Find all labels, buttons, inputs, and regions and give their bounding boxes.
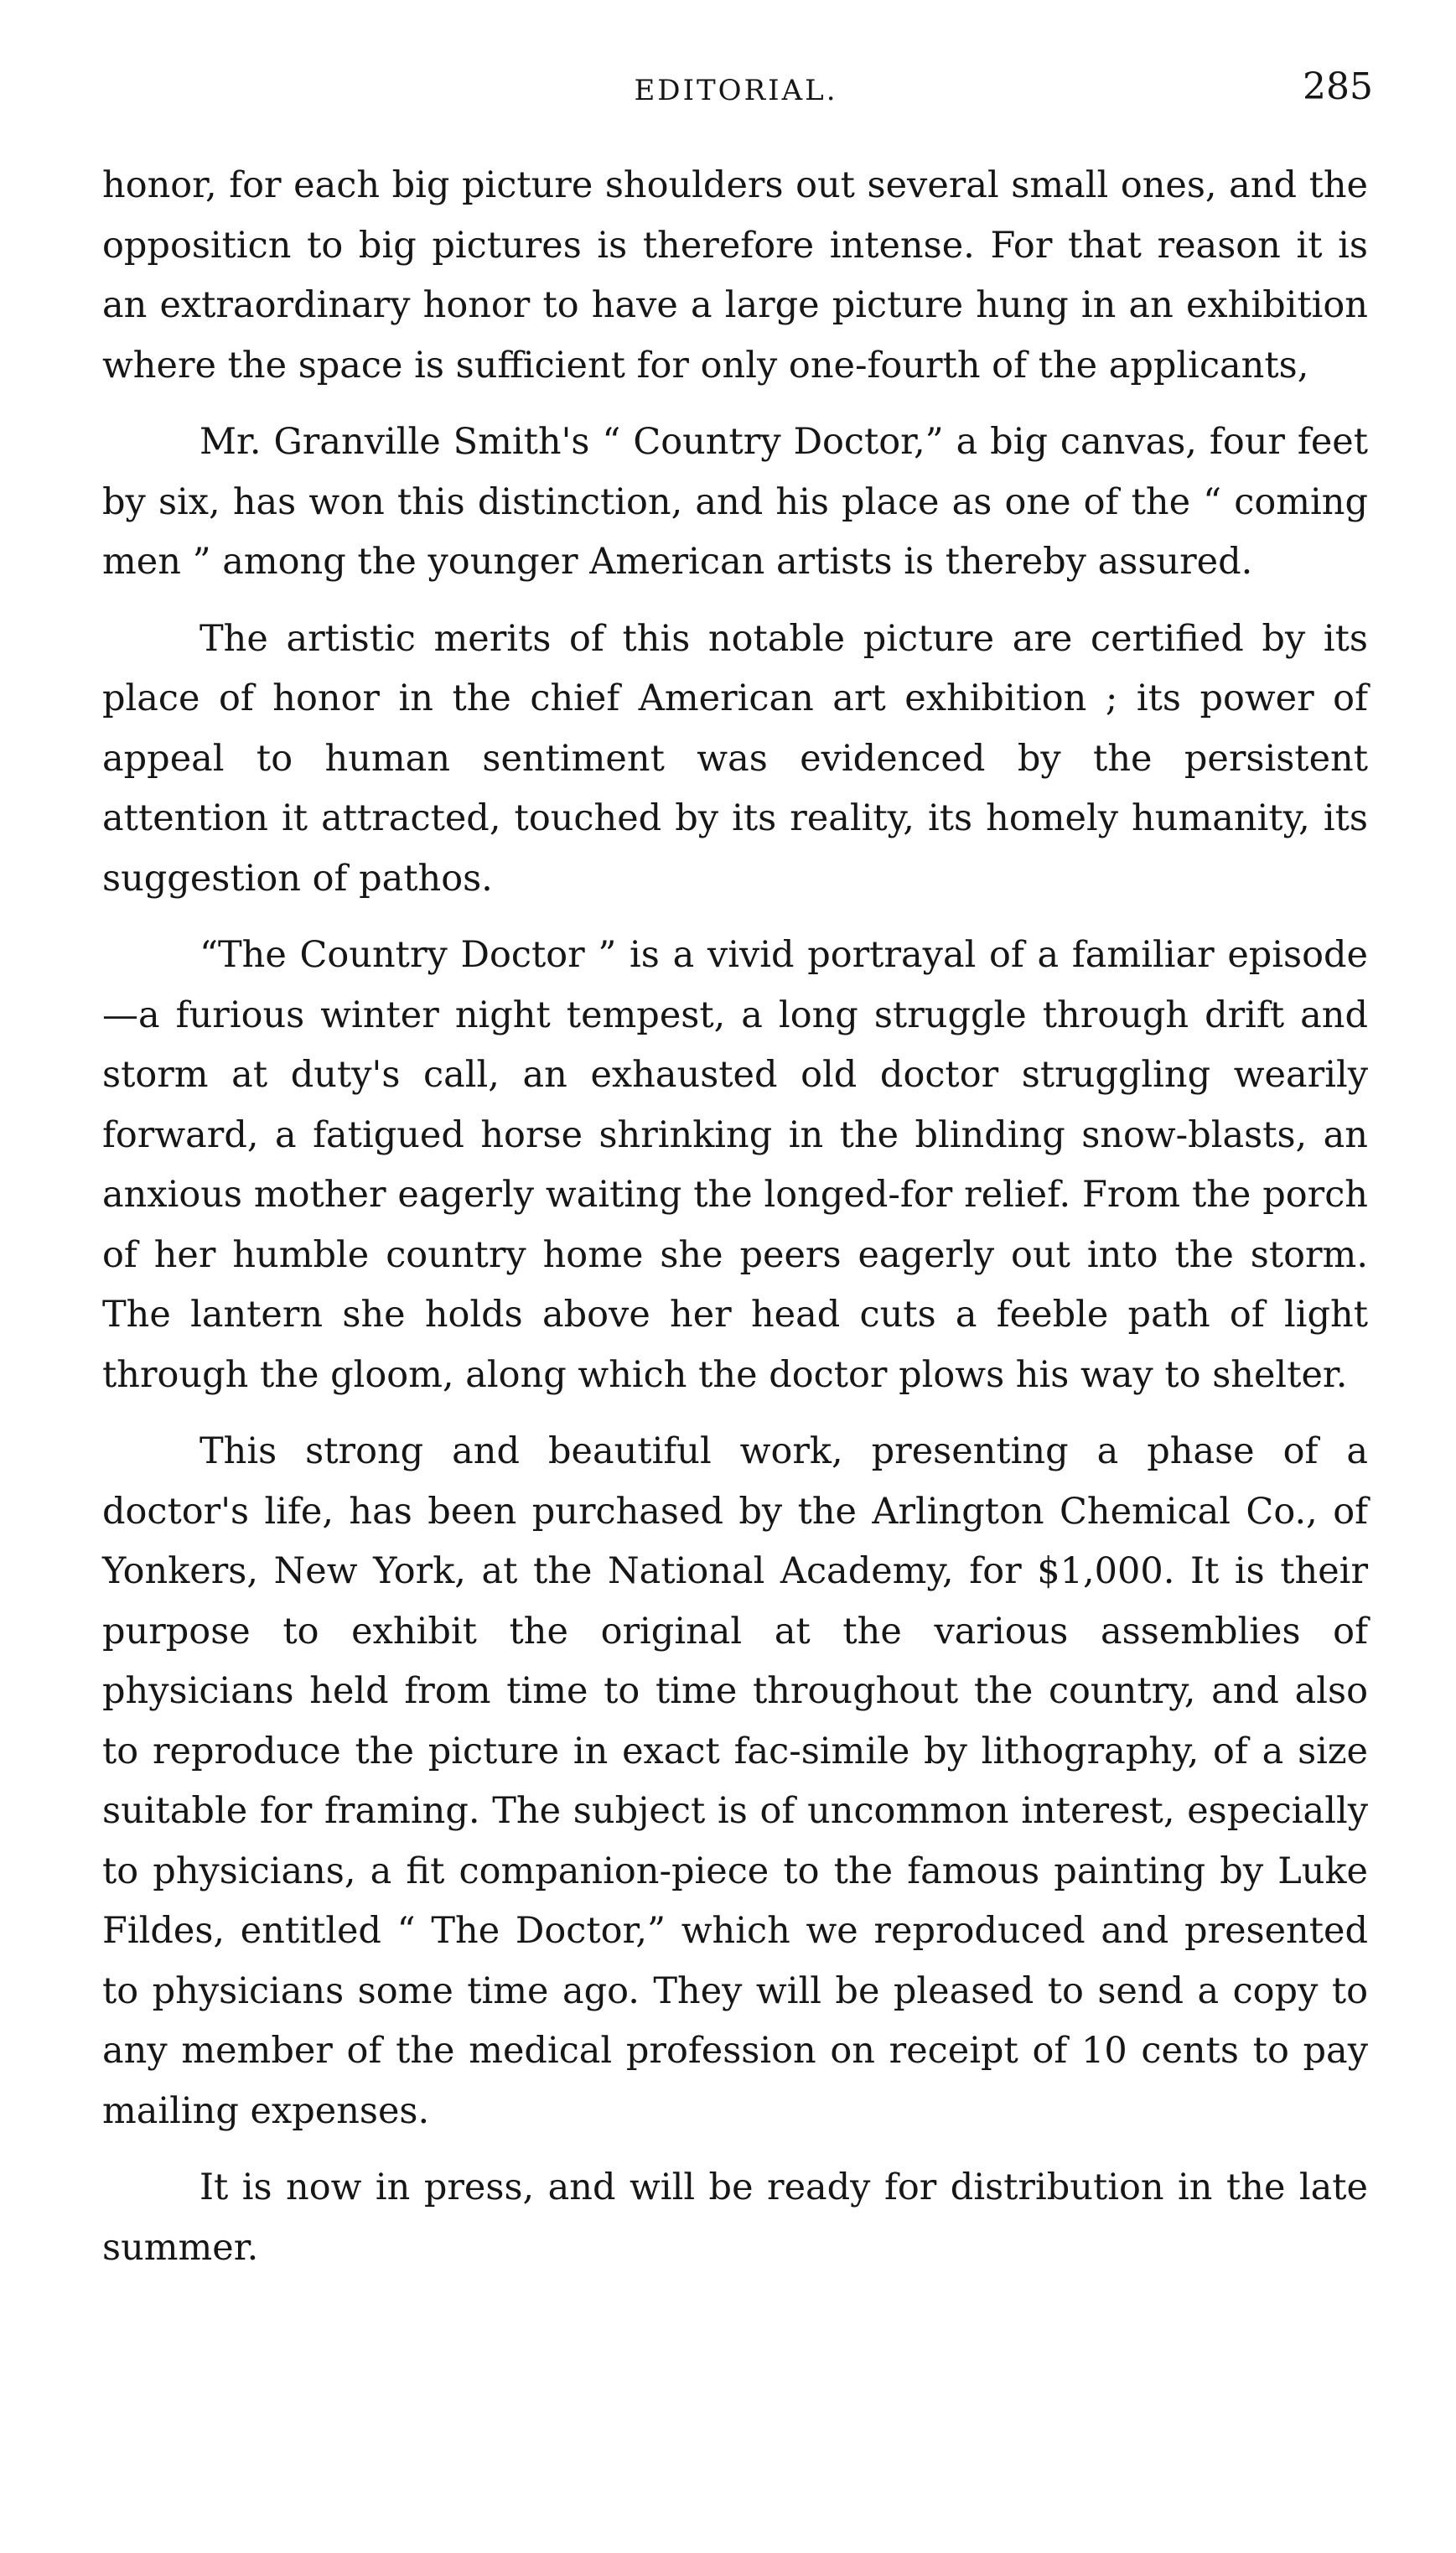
paragraph: This strong and beautiful work, presenting a phase of a doctor's life, has been purchased by the Arlington Chemical Co., of Yonkers, New York, at the National Academy, for $1,000. It is their purpose to exhibit the original at the various assemblies of physicians held from time to time throughout the country, and also to reproduce the picture in exact fac-simile by lithography, of a size suitable for framing. The subject is of uncommon interest, especially to physicians, a fit companion-piece to the famous painting by Luke Fildes, entitled “ The Doctor,” which we reproduced and presented to physicians some time ago. They will be pleased to send a copy to any member of the medical profession on receipt of 10 cents to pay mailing expenses. — [102, 1430, 1368, 2132]
paragraph: It is now in press, and will be ready for distribution in the late summer. — [102, 2166, 1368, 2269]
paragraph-continued: honor, for each big picture shoulders out several small ones, and the oppositicn to big pictures is therefore intense. For that reason it is an extraordinary honor to have a large picture hung in an exhibition where the space is sufficient for only one-fourth of the applicants, — [102, 164, 1368, 387]
running-title: EDITORIAL. — [634, 74, 838, 107]
paragraph: “The Country Doctor ” is a vivid portrayal of a familiar episode—a furious winter night tempest, a long struggle through drift and storm at duty's call, an exhausted old doctor struggling wearily forward, a fatigued horse shrinking in the blinding snow-blasts, an anxious mother eagerly waiting the longed-for relief. From the porch of her humble country home she peers eagerly out into the storm. The lantern she holds above her head cuts a feeble path of light through the gloom, along which the doctor plows his way to shelter. — [102, 934, 1368, 1396]
page-number: 285 — [1303, 65, 1373, 108]
paragraph: Mr. Granville Smith's “ Country Doctor,” a big canvas, four feet by six, has won this distinction, and his place as one of the “ coming men ” among the younger American artists is thereby assured. — [102, 421, 1368, 583]
paragraph: The artistic merits of this notable picture are certified by its place of honor in the chief American art exhibition ; its power of appeal to human sentiment was evidenced by the persistent attention it attracted, touched by its reality, its homely humanity, its suggestion of pathos. — [102, 617, 1368, 900]
body-text — [102, 156, 1368, 2278]
running-head — [99, 65, 1373, 124]
